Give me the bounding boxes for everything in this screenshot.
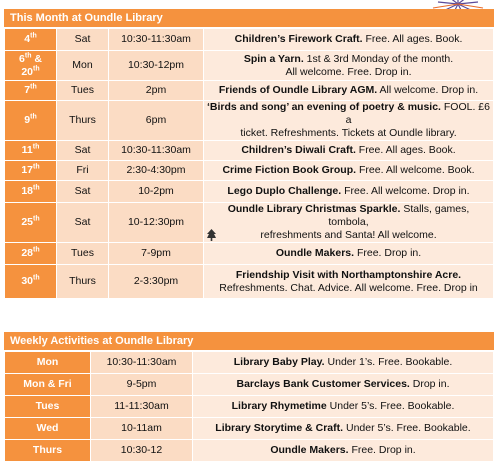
table-row bbox=[5, 81, 494, 101]
description-line-1 bbox=[207, 53, 490, 66]
table-row bbox=[5, 243, 494, 265]
event-description bbox=[204, 81, 494, 101]
activity-day: Wed bbox=[5, 418, 91, 440]
date-suffix: th bbox=[32, 143, 40, 151]
table-row bbox=[5, 101, 494, 141]
event-details: Free. All welcome. Drop in. bbox=[341, 185, 470, 197]
event-description bbox=[204, 101, 494, 141]
event-description bbox=[204, 203, 494, 243]
activity-title: Library Rhymetime bbox=[231, 400, 327, 412]
activity-details: Free. Drop in. bbox=[348, 444, 416, 456]
date-suffix-2: th bbox=[33, 65, 40, 72]
event-description bbox=[204, 141, 494, 161]
activity-day: Thurs bbox=[5, 440, 91, 462]
event-day: Thurs bbox=[57, 101, 109, 141]
activity-time: 10-11am bbox=[91, 418, 193, 440]
date-suffix: th bbox=[33, 184, 40, 192]
event-date bbox=[5, 29, 57, 51]
description-line-1 bbox=[207, 203, 490, 229]
description-line-2: All welcome. Free. Drop in. bbox=[285, 65, 412, 78]
event-title: Crime Fiction Book Group. bbox=[222, 164, 357, 176]
event-time: 10:30-11:30am bbox=[109, 141, 204, 161]
event-time: 2pm bbox=[109, 81, 204, 101]
event-title: Oundle Makers. bbox=[275, 247, 355, 259]
date-suffix: th bbox=[30, 113, 37, 121]
activity-time: 9-5pm bbox=[91, 374, 193, 396]
activity-title: Oundle Makers. bbox=[270, 444, 349, 456]
activity-description bbox=[193, 374, 494, 396]
event-time: 10-12:30pm bbox=[109, 203, 204, 243]
date-number: 11 bbox=[21, 144, 33, 156]
activity-time: 10:30-12 bbox=[91, 440, 193, 462]
event-title: Friends of Oundle Library AGM. bbox=[218, 84, 378, 96]
event-day: Tues bbox=[57, 243, 109, 265]
table-row bbox=[5, 440, 494, 462]
activity-day: Mon bbox=[5, 352, 91, 374]
description-line-1 bbox=[207, 101, 490, 127]
event-date bbox=[5, 81, 57, 101]
activity-description bbox=[193, 352, 494, 374]
event-description bbox=[204, 181, 494, 203]
description-line-1 bbox=[207, 84, 490, 97]
event-date bbox=[5, 243, 57, 265]
date-suffix: th bbox=[30, 32, 37, 40]
date-number: 17 bbox=[21, 164, 34, 176]
weekly-section-header: Weekly Activities at Oundle Library bbox=[4, 332, 494, 351]
description-line-1 bbox=[207, 33, 490, 46]
event-time: 6pm bbox=[109, 101, 204, 141]
table-row bbox=[5, 181, 494, 203]
table-row bbox=[5, 352, 494, 374]
date-suffix: th bbox=[33, 215, 40, 223]
event-details: Free. All ages. Book. bbox=[355, 144, 456, 156]
event-title: Oundle Library Christmas Sparkle. bbox=[227, 203, 401, 215]
event-description bbox=[204, 51, 494, 81]
event-title: ‘Birds and song’ an evening of poetry & music. bbox=[207, 101, 441, 113]
event-details: Stalls, games, tombola, bbox=[328, 203, 470, 228]
event-description bbox=[204, 243, 494, 265]
christmas-tree-icon bbox=[207, 229, 216, 243]
activity-details: Under 1’s. Free. Bookable. bbox=[324, 356, 453, 368]
monthly-events-table bbox=[4, 28, 494, 299]
table-row bbox=[5, 418, 494, 440]
event-day: Sat bbox=[57, 181, 109, 203]
activity-title: Barclays Bank Customer Services. bbox=[236, 378, 410, 390]
date-number: 18 bbox=[21, 185, 34, 197]
event-description bbox=[204, 29, 494, 51]
activity-details: Under 5’s. Free. Bookable. bbox=[343, 422, 471, 434]
event-details: Free. All ages. Book. bbox=[362, 33, 463, 45]
date-number: 25 bbox=[21, 216, 34, 228]
date-suffix: th bbox=[33, 246, 40, 254]
event-description bbox=[204, 265, 494, 299]
description-line-1 bbox=[207, 164, 490, 177]
activity-time: 11-11:30am bbox=[91, 396, 193, 418]
event-title: Lego Duplo Challenge. bbox=[227, 185, 342, 197]
description-line-1 bbox=[207, 269, 490, 282]
description-line-1 bbox=[207, 247, 490, 260]
activity-description bbox=[193, 440, 494, 462]
date-suffix: th bbox=[33, 274, 40, 282]
event-details: 1st & 3rd Monday of the month. bbox=[303, 52, 454, 65]
event-day: Fri bbox=[57, 161, 109, 181]
event-time: 10-2pm bbox=[109, 181, 204, 203]
activity-details: Drop in. bbox=[409, 378, 450, 390]
date-number-2: 20 bbox=[21, 65, 34, 78]
activity-title: Library Storytime & Craft. bbox=[215, 422, 344, 434]
description-line-2-wrap bbox=[207, 229, 490, 242]
description-line-2: Refreshments. Chat. Advice. All welcome. Free. Drop in bbox=[219, 281, 478, 294]
table-row bbox=[5, 29, 494, 51]
table-row bbox=[5, 265, 494, 299]
activity-day: Tues bbox=[5, 396, 91, 418]
event-date bbox=[5, 101, 57, 141]
event-title: Friendship Visit with Northamptonshire Acre. bbox=[235, 268, 462, 281]
description-line-2: ticket. Refreshments. Tickets at Oundle library. bbox=[240, 127, 457, 139]
event-day: Tues bbox=[57, 81, 109, 101]
event-time: 10:30-11:30am bbox=[109, 29, 204, 51]
event-details: FOOL. £6 a bbox=[345, 101, 490, 126]
activity-day: Mon & Fri bbox=[5, 374, 91, 396]
date-number: 4 bbox=[24, 33, 31, 45]
event-day: Sat bbox=[57, 141, 109, 161]
description-line-2: refreshments and Santa! All welcome. bbox=[260, 229, 437, 241]
date-number: 28 bbox=[21, 247, 34, 259]
event-time: 2-3:30pm bbox=[109, 265, 204, 299]
event-date bbox=[5, 181, 57, 203]
table-row bbox=[5, 51, 494, 81]
activity-title: Library Baby Play. bbox=[233, 356, 325, 368]
table-row bbox=[5, 141, 494, 161]
event-date bbox=[5, 161, 57, 181]
activity-details: Under 5’s. Free. Bookable. bbox=[326, 400, 455, 412]
event-time: 7-9pm bbox=[109, 243, 204, 265]
table-row bbox=[5, 161, 494, 181]
date-number: 9 bbox=[24, 114, 31, 126]
date-number: 30 bbox=[21, 275, 34, 287]
event-details: All welcome. Drop in. bbox=[377, 84, 479, 96]
event-time: 10:30-12pm bbox=[109, 51, 204, 81]
table-row bbox=[5, 203, 494, 243]
event-details: Free. All welcome. Book. bbox=[356, 164, 475, 176]
activity-description bbox=[193, 418, 494, 440]
event-time: 2:30-4:30pm bbox=[109, 161, 204, 181]
weekly-activities-table bbox=[4, 351, 494, 462]
date-number: 7 bbox=[24, 84, 31, 96]
description-line-1 bbox=[207, 144, 490, 157]
table-row bbox=[5, 374, 494, 396]
event-date bbox=[5, 141, 57, 161]
activity-description bbox=[193, 396, 494, 418]
event-title: Children’s Firework Craft. bbox=[234, 33, 363, 45]
date-suffix: th bbox=[33, 163, 40, 171]
table-row bbox=[5, 396, 494, 418]
date-number: 6 bbox=[19, 52, 25, 65]
event-day: Mon bbox=[57, 51, 109, 81]
event-date bbox=[5, 265, 57, 299]
event-day: Sat bbox=[57, 203, 109, 243]
date-suffix: th bbox=[24, 52, 32, 59]
description-line-1 bbox=[207, 185, 490, 198]
event-description bbox=[204, 161, 494, 181]
event-date bbox=[5, 203, 57, 243]
event-day: Sat bbox=[57, 29, 109, 51]
date-suffix: th bbox=[30, 83, 37, 91]
event-title: Children’s Diwali Craft. bbox=[241, 144, 356, 156]
activity-time: 10:30-11:30am bbox=[91, 352, 193, 374]
event-date: 6th & 20th bbox=[5, 51, 57, 81]
event-title: Spin a Yarn. bbox=[243, 52, 304, 65]
event-details: Free. Drop in. bbox=[354, 247, 422, 259]
event-day: Thurs bbox=[57, 265, 109, 299]
monthly-section-header: This Month at Oundle Library bbox=[4, 9, 494, 28]
